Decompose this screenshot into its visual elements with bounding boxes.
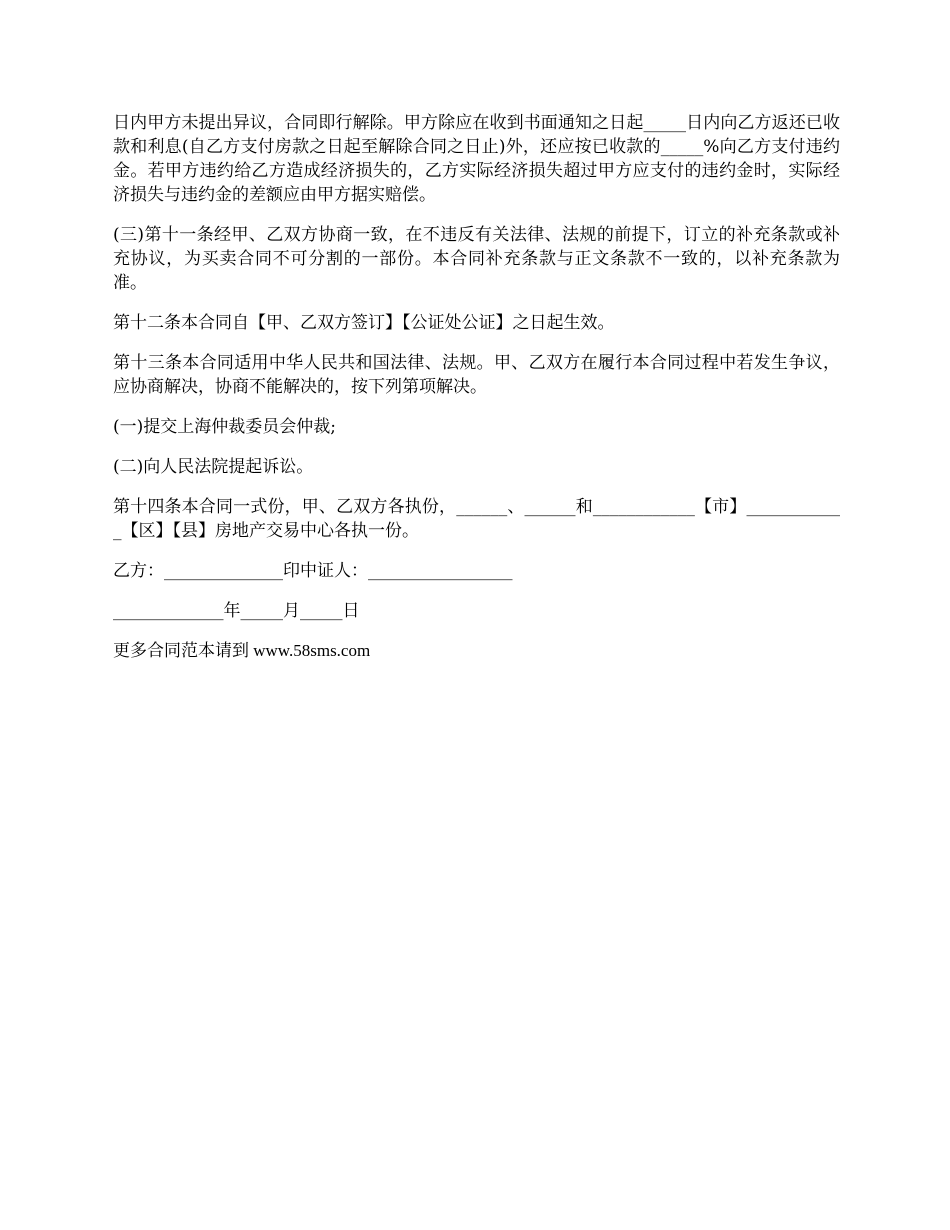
signature-line: 乙方：______________印中证人：_________________ <box>113 561 513 581</box>
paragraph-litigation-option: (二)向人民法院提起诉讼。 <box>113 457 314 477</box>
paragraph-termination-clause: 日内甲方未提出异议，合同即行解除。甲方除应在收到书面通知之日起_____日内向乙方返还已收款和利息(自乙方支付房款之日起至解除合同之日止)外，还应按已收款的_____%向乙方支付违约金。若甲方违约给乙方造成经济损失的，乙方实际经济损失超过甲方应支付的违约金时，实际经济损失与违约金的差额应由甲方据实赔偿。 <box>113 113 840 205</box>
footer-link-text: 更多合同范本请到 www.58sms.com <box>113 641 371 660</box>
paragraph-copies-clause: 第十四条本合同一式份，甲、乙双方各执份，______、______和____________【市】____________【区】【县】房地产交易中心各执一份。 <box>113 497 840 541</box>
document-page <box>113 111 840 679</box>
paragraph-effective-date: 第十二条本合同自【甲、乙双方签订】【公证处公证】之日起生效。 <box>113 313 615 333</box>
paragraph-supplementary-terms: (三)第十一条经甲、乙双方协商一致，在不违反有关法律、法规的前提下，订立的补充条款或补充协议，为买卖合同不可分割的一部份。本合同补充条款与正文条款不一致的，以补充条款为准。 <box>113 225 840 293</box>
paragraph-arbitration-option: (一)提交上海仲裁委员会仲裁; <box>113 417 336 437</box>
paragraph-applicable-law: 第十三条本合同适用中华人民共和国法律、法规。甲、乙双方在履行本合同过程中若发生争议，应协商解决，协商不能解决的，按下列第项解决。 <box>113 353 840 397</box>
date-line: _____________年_____月_____日 <box>113 601 360 621</box>
